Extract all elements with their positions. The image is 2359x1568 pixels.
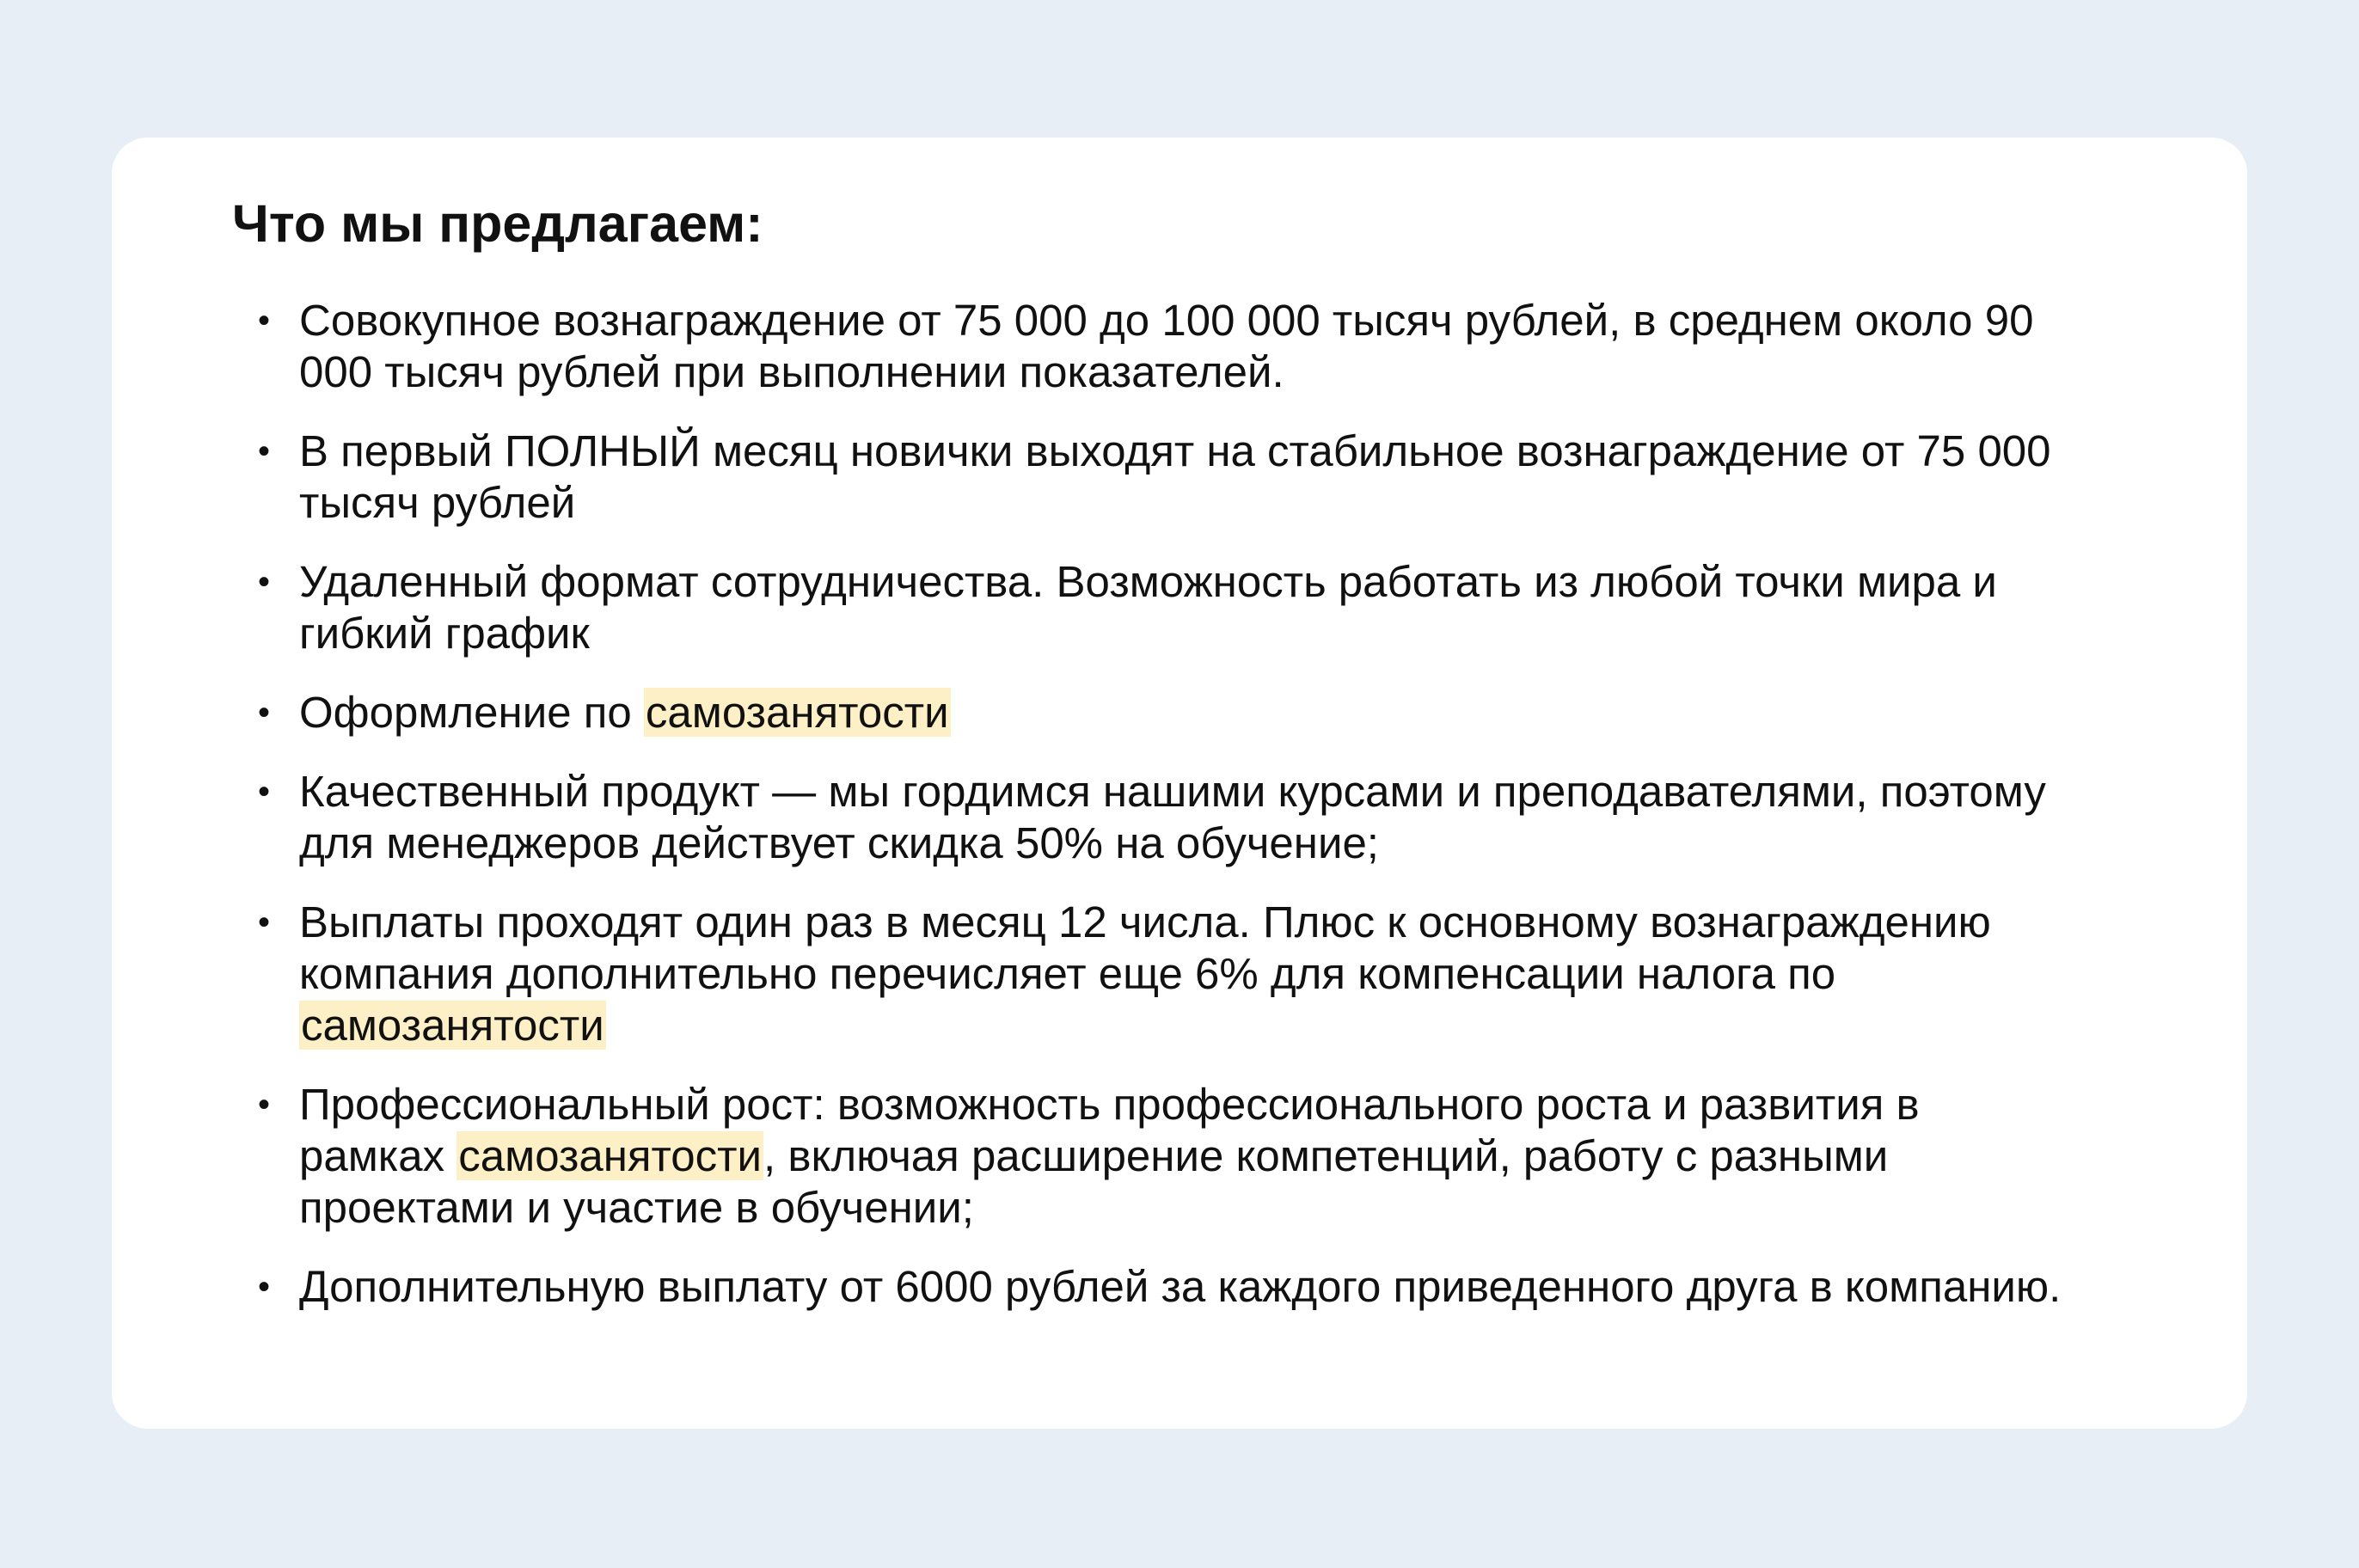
bullet-icon: • — [258, 694, 271, 732]
list-item-text: Выплаты проходят один раз в месяц 12 числа. Плюс к основному вознаграждению компания дополнительно перечисляет еще 6% для компенсации налога по — [299, 897, 1991, 999]
list-item — [232, 687, 2070, 738]
list-item — [232, 556, 2070, 659]
highlighted-term: самозанятости — [301, 1001, 604, 1050]
list-item — [232, 426, 2070, 529]
highlighted-term: самозанятости — [645, 688, 949, 738]
list-item-text-tail: , включая расширение компетенций, работу с разными проектами и участие в обучении; — [299, 1131, 1889, 1233]
bullet-icon: • — [258, 903, 271, 942]
list-item-text: В первый ПОЛНЫЙ месяц новички выходят на стабильное вознаграждение от 75 000 тысяч рублей — [299, 426, 2051, 528]
list-item-text: Дополнительную выплату от 6000 рублей за каждого приведенного друга в компанию. — [299, 1262, 2062, 1312]
bullet-icon: • — [258, 563, 271, 602]
bullet-icon: • — [258, 1268, 271, 1307]
list-item-text: Качественный продукт — мы гордимся нашими курсами и преподавателями, поэтому для менеджеров действует скидка 50% на обучение; — [299, 767, 2046, 868]
list-item-text: Совокупное вознаграждение от 75 000 до 100 000 тысяч рублей, в среднем около 90 000 тысяч рублей при выполнении показателей. — [299, 296, 2034, 397]
offer-card — [112, 138, 2247, 1429]
list-item — [232, 766, 2070, 869]
bullet-icon: • — [258, 1086, 271, 1124]
highlighted-term: самозанятости — [458, 1131, 763, 1181]
bullet-icon: • — [258, 302, 271, 340]
list-item — [232, 897, 2070, 1051]
list-item-text: Оформление по — [299, 688, 644, 738]
bullet-icon: • — [258, 773, 271, 812]
list-item-text: Удаленный формат сотрудничества. Возможность работать из любой точки мира и гибкий график — [299, 557, 1997, 658]
page-title: Что мы предлагаем: — [232, 194, 763, 253]
list-item — [232, 1079, 2070, 1234]
list-item — [232, 1261, 2070, 1313]
offer-list — [232, 295, 2127, 1313]
list-item — [232, 295, 2070, 398]
bullet-icon: • — [258, 432, 271, 471]
list-item-text: Профессиональный рост: возможность профессионального роста и развития в рамках — [299, 1080, 1920, 1181]
